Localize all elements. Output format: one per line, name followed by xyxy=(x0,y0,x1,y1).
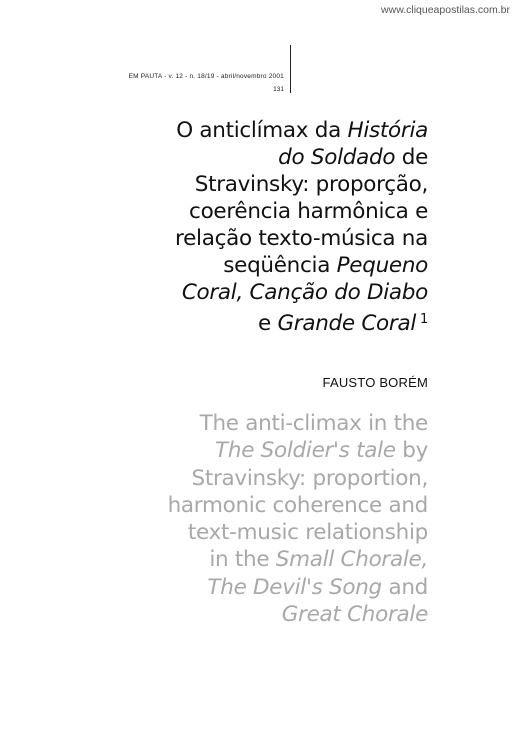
title-italic: Pequeno xyxy=(336,253,428,278)
title-line xyxy=(128,171,428,198)
title-italic: The Soldier's tale xyxy=(215,438,396,464)
title-line xyxy=(128,252,428,279)
author-name: FAUSTO BORÉM xyxy=(322,375,428,390)
title-line xyxy=(128,306,428,337)
title-portuguese xyxy=(128,117,428,337)
title-text: relação texto-música na xyxy=(175,226,428,251)
title-italic: Great Chorale xyxy=(281,602,428,628)
title-italic: Grande Coral xyxy=(277,311,417,336)
title-line xyxy=(128,144,428,171)
title-line xyxy=(128,465,428,492)
title-text: Stravinsky: proportion, xyxy=(191,465,428,491)
title-english xyxy=(128,410,428,628)
title-text: Stravinsky: proporção, xyxy=(194,172,428,197)
journal-header: EM PAUTA - v. 12 - n. 18/19 - abril/novembro 2001 xyxy=(128,73,284,80)
title-line xyxy=(128,492,428,519)
title-line xyxy=(128,225,428,252)
title-line xyxy=(128,117,428,144)
title-italic: The Devil's Song xyxy=(207,574,382,600)
title-text: O anticlímax da xyxy=(176,118,348,143)
footnote-marker[interactable]: 1 xyxy=(420,312,428,327)
title-text: and xyxy=(381,574,428,600)
title-line xyxy=(128,279,428,306)
title-text: coerência harmônica e xyxy=(189,199,428,224)
title-text: de xyxy=(395,145,428,170)
title-text: in the xyxy=(209,547,276,573)
title-line xyxy=(128,437,428,464)
title-line xyxy=(128,574,428,601)
title-line xyxy=(128,601,428,628)
title-line xyxy=(128,519,428,546)
page-number: 131 xyxy=(273,86,284,93)
title-text: harmonic coherence and xyxy=(167,492,428,518)
title-line xyxy=(128,546,428,573)
title-text: seqüência xyxy=(223,253,337,278)
title-text: e xyxy=(257,311,278,336)
title-italic: Coral, Canção do Diabo xyxy=(181,280,428,305)
title-italic: Small Chorale, xyxy=(275,547,428,573)
title-line xyxy=(128,198,428,225)
title-text: The anti-climax in the xyxy=(199,411,428,436)
title-italic: do Soldado xyxy=(278,145,396,170)
title-text: by xyxy=(395,438,428,464)
watermark-url: www.cliqueapostilas.com.br xyxy=(381,4,510,16)
title-text: text-music relationship xyxy=(187,520,428,546)
vertical-rule xyxy=(290,45,291,93)
title-line xyxy=(128,410,428,437)
title-italic: História xyxy=(347,118,428,143)
